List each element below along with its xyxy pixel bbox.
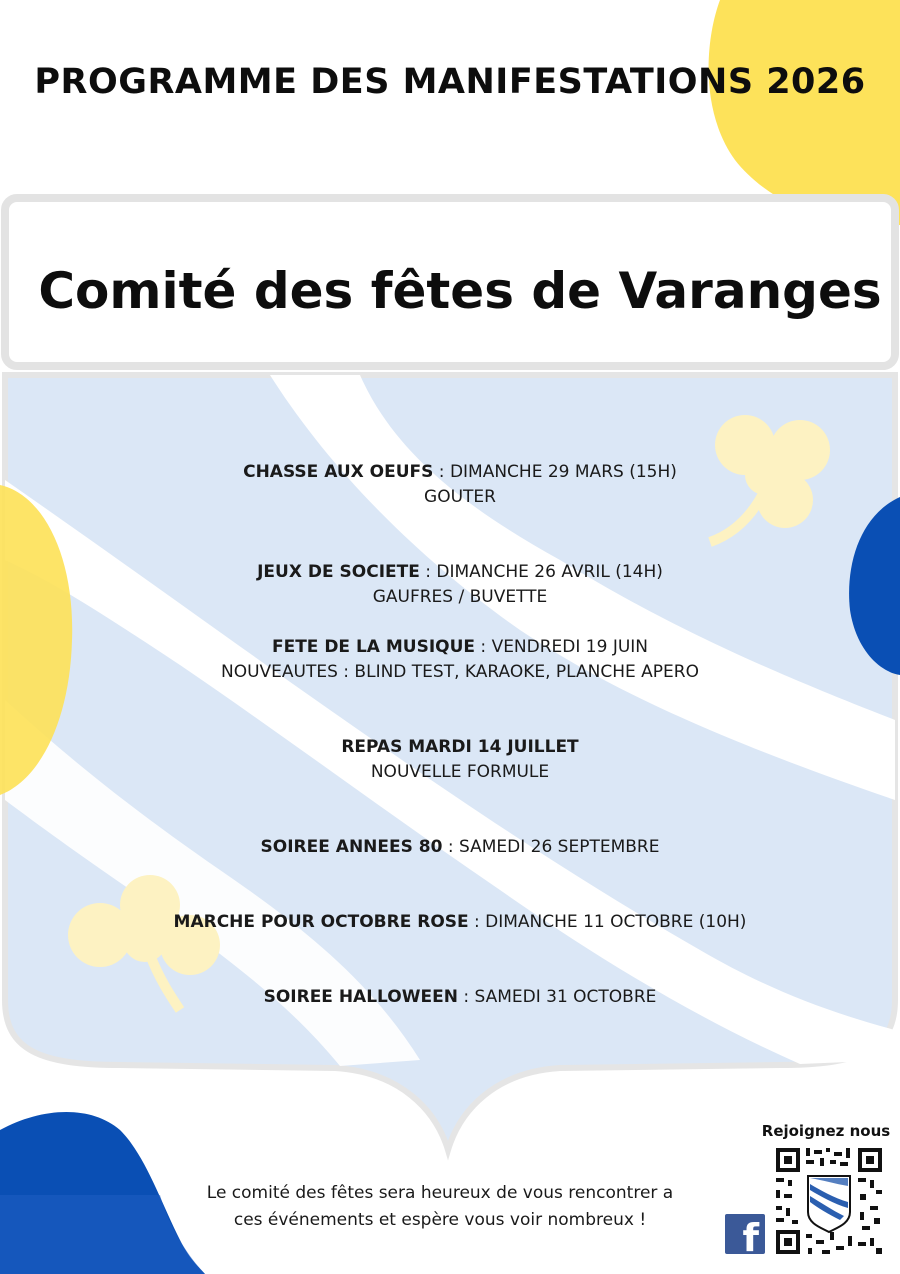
footer-line: Le comité des fêtes sera heureux de vous rencontrer a — [206, 1183, 674, 1203]
event-name: JEUX DE SOCIETE — [257, 562, 420, 582]
organization-title: Comité des fêtes de Varanges — [38, 262, 882, 320]
event-details: : DIMANCHE 29 MARS (15H) — [433, 462, 677, 482]
event-item — [110, 635, 810, 685]
event-note: NOUVEAUTES : BLIND TEST, KARAOKE, PLANCHE APERO — [221, 662, 699, 682]
event-note: GAUFRES / BUVETTE — [372, 587, 548, 607]
page-title: PROGRAMME DES MANIFESTATIONS 2026 — [34, 62, 866, 102]
event-name: SOIREE ANNEES 80 — [260, 837, 443, 857]
facebook-icon[interactable] — [725, 1214, 765, 1260]
event-details: : VENDREDI 19 JUIN — [475, 637, 649, 657]
event-note: GOUTER — [424, 487, 496, 507]
event-item — [110, 460, 810, 510]
event-item — [110, 910, 810, 935]
event-item — [110, 985, 810, 1010]
event-details: : DIMANCHE 26 AVRIL (14H) — [419, 562, 663, 582]
event-details: : DIMANCHE 11 OCTOBRE (10H) — [468, 912, 747, 932]
event-item — [110, 560, 810, 610]
events-list — [110, 0, 810, 1274]
facebook-letter: f — [742, 1216, 759, 1260]
event-name: REPAS MARDI 14 JUILLET — [341, 737, 579, 757]
event-name: SOIREE HALLOWEEN — [263, 987, 458, 1007]
event-name: CHASSE AUX OEUFS — [243, 462, 434, 482]
event-details: : SAMEDI 31 OCTOBRE — [457, 987, 657, 1007]
qr-code-icon[interactable] — [774, 1146, 884, 1256]
event-name: MARCHE POUR OCTOBRE ROSE — [173, 912, 469, 932]
event-item — [110, 835, 810, 860]
event-details: : SAMEDI 26 SEPTEMBRE — [442, 837, 660, 857]
event-item — [110, 735, 810, 785]
join-us-label: Rejoignez nous — [761, 1122, 891, 1140]
event-note: NOUVELLE FORMULE — [370, 762, 550, 782]
event-name: FETE DE LA MUSIQUE — [271, 637, 476, 657]
footer-line: ces événements et espère vous voir nombreux ! — [233, 1210, 647, 1230]
footer-message — [150, 1180, 730, 1234]
